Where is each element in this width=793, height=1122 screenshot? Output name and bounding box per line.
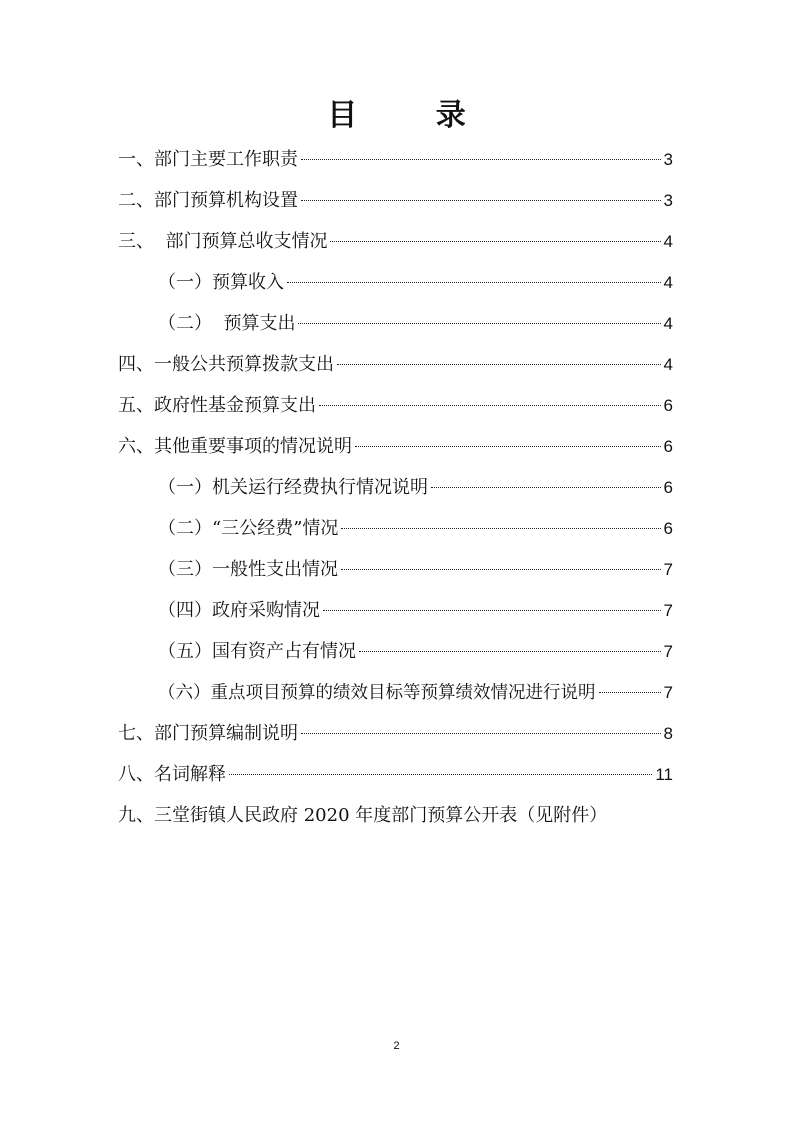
toc-entry-page: 6 (663, 478, 673, 497)
toc-subentry[interactable] (118, 590, 673, 631)
toc-entry-label: 九、三堂街镇人民政府 2020 年度部门预算公开表（见附件） (118, 795, 608, 836)
toc-entry-page: 6 (663, 519, 673, 538)
toc-entry-page: 4 (663, 273, 673, 292)
toc-subentry[interactable] (118, 549, 673, 590)
dot-leader (337, 364, 661, 365)
toc-subentry[interactable] (118, 303, 673, 344)
toc-entry-page: 6 (663, 396, 673, 415)
toc-subentry[interactable] (118, 262, 673, 303)
toc-entry-label: 二、部门预算机构设置 (118, 180, 299, 221)
dot-leader (301, 733, 661, 734)
toc-entry-page: 7 (663, 601, 673, 620)
toc-entry-label: （一）预算收入 (158, 262, 285, 303)
dot-leader (431, 487, 661, 488)
dot-leader (330, 241, 660, 242)
toc-entry-label: （三）一般性支出情况 (158, 549, 339, 590)
toc-title: 目 录 (327, 98, 500, 133)
toc-entry-page: 7 (663, 642, 673, 661)
toc-subentry[interactable] (118, 631, 673, 672)
toc-subentry[interactable] (118, 508, 673, 549)
dot-leader (301, 200, 661, 201)
dot-leader (355, 446, 661, 447)
toc-entry-label: 一、部门主要工作职责 (118, 139, 299, 180)
toc-entry[interactable] (118, 221, 673, 262)
dot-leader (319, 405, 661, 406)
dot-leader (341, 569, 661, 570)
toc-entry-label: （五）国有资产占有情况 (158, 631, 357, 672)
toc-entry[interactable] (118, 754, 673, 795)
dot-leader (359, 651, 661, 652)
toc-entry[interactable] (118, 795, 673, 836)
toc-entry-label: 七、部门预算编制说明 (118, 713, 299, 754)
toc-entry-label: 三、 部门预算总收支情况 (118, 221, 328, 262)
toc-entry[interactable] (118, 344, 673, 385)
toc-entry[interactable] (118, 426, 673, 467)
toc-entry-label: （一）机关运行经费执行情况说明 (158, 467, 429, 508)
page-number: 2 (393, 1040, 400, 1052)
toc-entry[interactable] (118, 139, 673, 180)
toc-entry-page: 7 (663, 560, 673, 579)
dot-leader (323, 610, 661, 611)
toc-entry[interactable] (118, 180, 673, 221)
toc-entry-label: （六）重点项目预算的绩效目标等预算绩效情况进行说明 (158, 673, 597, 714)
toc-entry-page: 11 (655, 765, 673, 784)
dot-leader (229, 774, 652, 775)
toc-entry-page: 4 (663, 355, 673, 374)
toc-entry-label: 六、其他重要事项的情况说明 (118, 426, 353, 467)
toc-entry-page: 4 (663, 232, 673, 251)
toc-entry-label: （四）政府采购情况 (158, 590, 321, 631)
dot-leader (298, 323, 660, 324)
toc-subentry[interactable] (118, 672, 673, 713)
toc-entry[interactable] (118, 385, 673, 426)
toc-entry-label: （二） 预算支出 (158, 303, 296, 344)
dot-leader (301, 159, 661, 160)
toc-entry-label: 五、政府性基金预算支出 (118, 385, 317, 426)
toc-entry-page: 8 (663, 724, 673, 743)
toc-entry-page: 7 (663, 683, 673, 702)
table-of-contents (118, 139, 673, 836)
dot-leader (287, 282, 661, 283)
toc-entry-label: 八、名词解释 (118, 754, 227, 795)
dot-leader (599, 692, 661, 693)
toc-entry-page: 4 (663, 314, 673, 333)
dot-leader (341, 528, 660, 529)
toc-entry-page: 3 (663, 150, 673, 169)
toc-entry-label: 四、一般公共预算拨款支出 (118, 344, 335, 385)
toc-subentry[interactable] (118, 467, 673, 508)
toc-entry[interactable] (118, 713, 673, 754)
toc-entry-label: （二）“三公经费”情况 (158, 508, 339, 549)
toc-entry-page: 6 (663, 437, 673, 456)
toc-entry-page: 3 (663, 191, 673, 210)
